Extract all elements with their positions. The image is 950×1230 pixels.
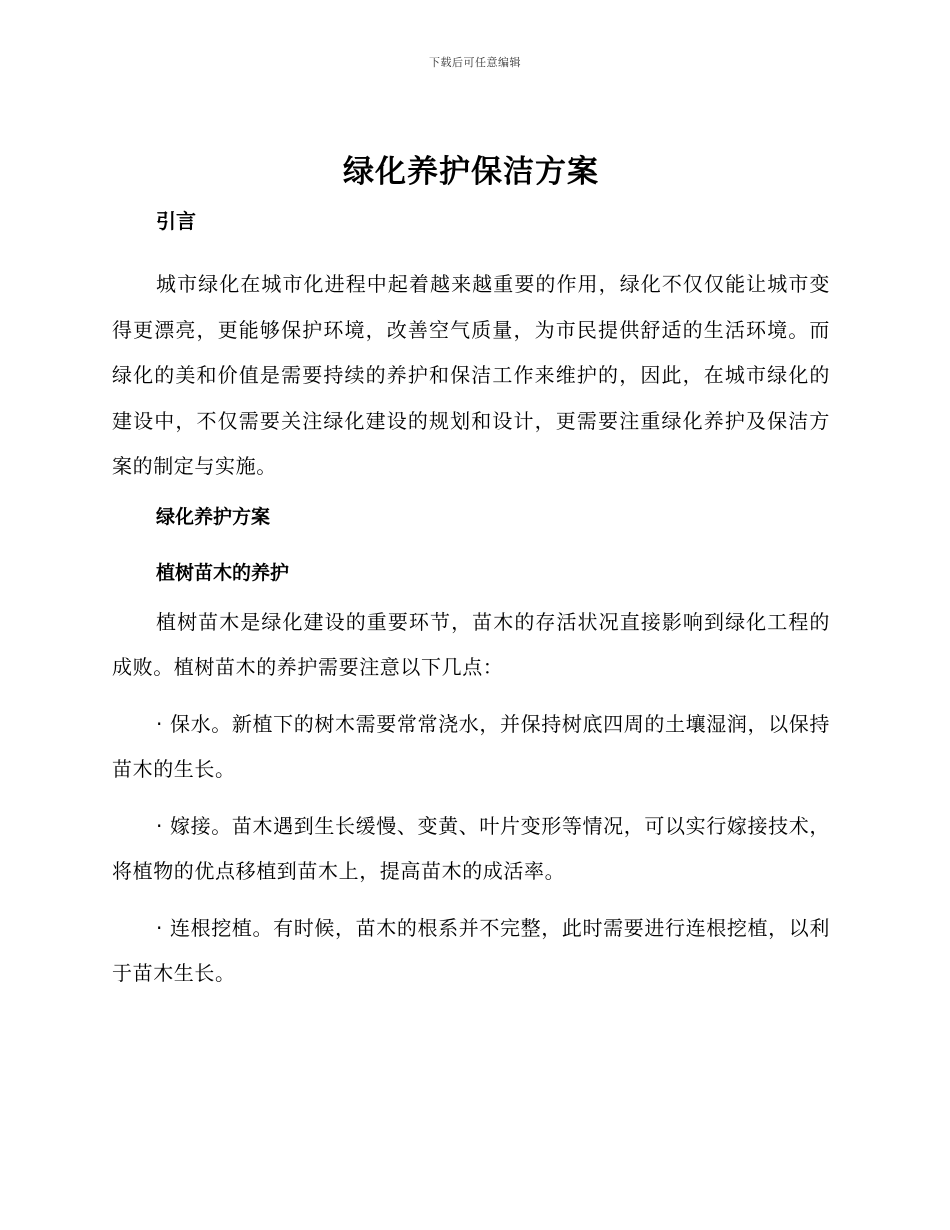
bullet-item: · 嫁接。苗木遇到生长缓慢、变黄、叶片变形等情况，可以实行嫁接技术，将植物的优点移植到苗木上，提高苗木的成活率。 (112, 813, 830, 883)
spacer (112, 490, 830, 502)
bullet-item: · 连根挖植。有时候，苗木的根系并不完整，此时需要进行连根挖植，以利于苗木生长。 (112, 915, 830, 985)
spacer (112, 691, 830, 702)
spacer (112, 793, 830, 804)
intro-paragraph: 城市绿化在城市化进程中起着越来越重要的作用，绿化不仅仅能让城市变得更漂亮，更能够保护环境，改善空气质量，为市民提供舒适的生活环境。而绿化的美和价值是需要持续的养护和保洁工作来维护的，因此，在城市绿化的建设中，不仅需要关注绿化建设的规划和设计，更需要注重绿化养护及保洁方案的制定与实施。 (112, 272, 830, 478)
spacer (112, 236, 830, 262)
intro-heading: 引言 (156, 209, 196, 233)
subsection-heading: 植树苗木的养护 (156, 561, 290, 584)
document-title: 绿化养护保洁方案 (343, 154, 599, 190)
spacer (112, 895, 830, 906)
bullet-item: · 保水。新植下的树木需要常常浇水，并保持树底四周的土壤湿润，以保持苗木的生长。 (112, 711, 830, 781)
header-note: 下载后可任意编辑 (429, 56, 521, 69)
spacer (112, 588, 830, 600)
section-heading: 绿化养护方案 (156, 505, 271, 528)
document-body (112, 148, 830, 997)
spacer (112, 532, 830, 558)
subsection-intro: 植树苗木是绿化建设的重要环节，苗木的存活状况直接影响到绿化工程的成败。植树苗木的养护需要注意以下几点： (112, 609, 830, 679)
